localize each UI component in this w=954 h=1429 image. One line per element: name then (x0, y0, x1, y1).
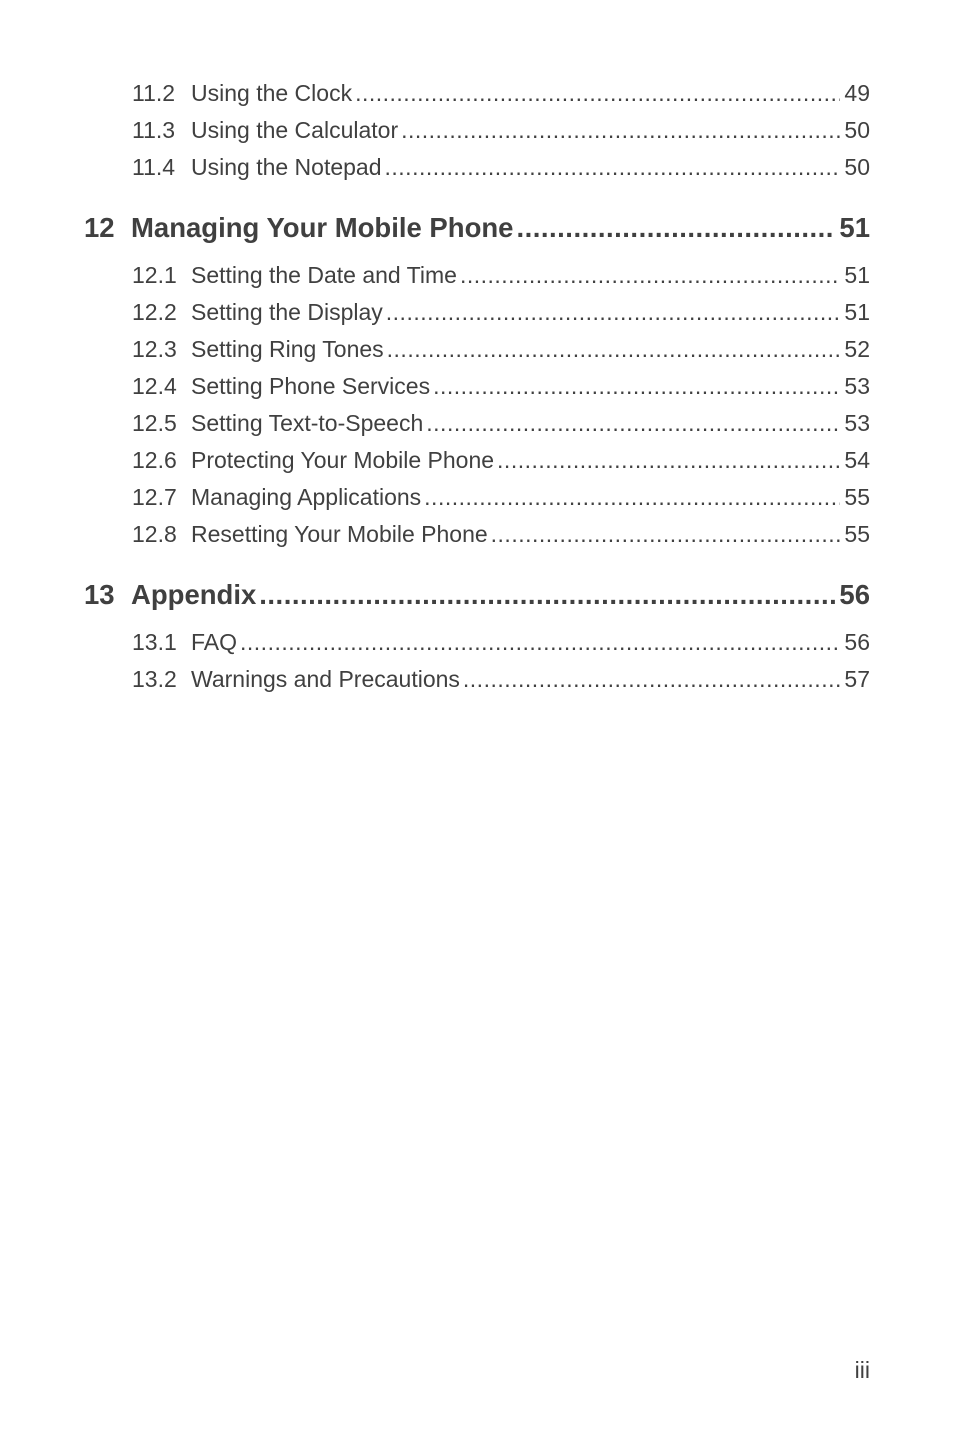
page-number: 51 (844, 299, 870, 325)
chapter-number: 12 (84, 212, 115, 243)
section-title: Using the Notepad (191, 154, 382, 180)
dot-leader (385, 152, 841, 182)
page-number: 57 (844, 666, 870, 692)
toc-entry-11-4[interactable] (132, 152, 870, 182)
toc-chapter-12[interactable] (84, 210, 870, 246)
section-number: 11.4 (132, 154, 176, 180)
dot-leader (424, 482, 840, 512)
section-title: Setting Ring Tones (191, 336, 384, 362)
toc-entry-12-2[interactable] (132, 297, 870, 327)
section-title: Setting Text-to-Speech (191, 410, 424, 436)
dot-leader (426, 408, 840, 438)
chapter-title: Appendix (131, 579, 257, 610)
dot-leader (355, 78, 840, 108)
section-title: Setting the Display (191, 299, 383, 325)
dot-leader (240, 627, 840, 657)
dot-leader (497, 445, 840, 475)
page-number: 49 (844, 80, 870, 106)
toc-entry-12-1[interactable] (132, 260, 870, 290)
section-number: 12.5 (132, 410, 177, 436)
toc-entry-12-3[interactable] (132, 334, 870, 364)
dot-leader (516, 210, 835, 246)
page-number: 51 (839, 212, 870, 243)
dot-leader (463, 664, 841, 694)
page-number: 56 (844, 629, 870, 655)
section-number: 12.8 (132, 521, 177, 547)
dot-leader (387, 334, 841, 364)
section-title: Using the Calculator (191, 117, 399, 143)
footer-page-number: iii (854, 1357, 870, 1383)
section-number: 13.1 (132, 629, 177, 655)
section-number: 12.7 (132, 484, 177, 510)
chapter-title: Managing Your Mobile Phone (131, 212, 514, 243)
dot-leader (259, 577, 835, 613)
page-number: 50 (844, 117, 870, 143)
toc-entry-11-2[interactable] (132, 78, 870, 108)
page-number: 53 (844, 410, 870, 436)
toc-entry-12-5[interactable] (132, 408, 870, 438)
toc-entry-12-8[interactable] (132, 519, 870, 549)
toc-entry-11-3[interactable] (132, 115, 870, 145)
section-title: FAQ (191, 629, 238, 655)
page-number: 50 (844, 154, 870, 180)
toc-entry-13-2[interactable] (132, 664, 870, 694)
section-number: 12.6 (132, 447, 177, 473)
dot-leader (386, 297, 841, 327)
section-number: 12.1 (132, 262, 177, 288)
toc-entry-12-7[interactable] (132, 482, 870, 512)
section-title: Setting Phone Services (191, 373, 431, 399)
section-title: Protecting Your Mobile Phone (191, 447, 495, 473)
section-title: Warnings and Precautions (191, 666, 460, 692)
section-number: 12.3 (132, 336, 177, 362)
page-number: 53 (844, 373, 870, 399)
toc-entry-12-4[interactable] (132, 371, 870, 401)
section-number: 12.4 (132, 373, 177, 399)
page-number: 54 (844, 447, 870, 473)
page-number: 55 (844, 521, 870, 547)
page-number: 52 (844, 336, 870, 362)
section-number: 11.3 (132, 117, 176, 143)
page-number: 55 (844, 484, 870, 510)
page-number: 56 (839, 579, 870, 610)
section-title: Resetting Your Mobile Phone (191, 521, 488, 547)
dot-leader (491, 519, 841, 549)
section-title: Managing Applications (191, 484, 422, 510)
toc-entry-12-6[interactable] (132, 445, 870, 475)
toc-entry-13-1[interactable] (132, 627, 870, 657)
section-title: Setting the Date and Time (191, 262, 457, 288)
chapter-number: 13 (84, 579, 115, 610)
page-number: 51 (844, 262, 870, 288)
dot-leader (433, 371, 840, 401)
section-number: 13.2 (132, 666, 177, 692)
dot-leader (460, 260, 840, 290)
section-number: 12.2 (132, 299, 177, 325)
toc-chapter-13[interactable] (84, 577, 870, 613)
section-number: 11.2 (132, 80, 176, 106)
dot-leader (401, 115, 840, 145)
section-title: Using the Clock (191, 80, 353, 106)
